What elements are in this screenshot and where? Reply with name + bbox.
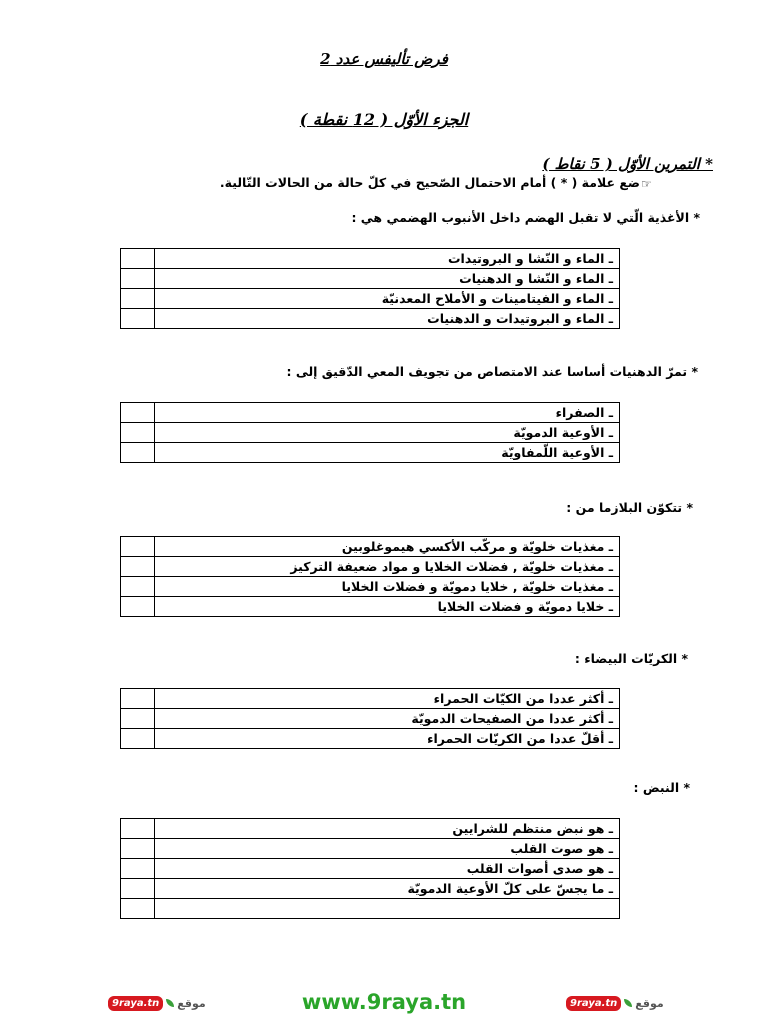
test-title: فرض تأليفس عدد 2: [320, 50, 448, 68]
exercise-title: * التمرين الأوّل ( 5 نقاط ): [542, 155, 713, 173]
option-text: ـ خلايا دمويّة و فضلات الخلايا: [155, 597, 620, 617]
option-text: ـ مغذيات خلويّة , فضلات الخلايا و مواد ضعيفة التركيز: [155, 557, 620, 577]
answer-box[interactable]: [121, 709, 155, 729]
option-text: ـ مغذيات خلويّة , خلايا دمويّة و فضلات الخلايا: [155, 577, 620, 597]
question-1-options: [120, 248, 620, 329]
option-row: [121, 403, 620, 423]
logo-site: موقع: [635, 996, 664, 1010]
option-row: [121, 249, 620, 269]
option-row: [121, 443, 620, 463]
option-text: [155, 899, 620, 919]
option-row: [121, 879, 620, 899]
question-1-prompt: * الأغذية الّتي لا تقبل الهضم داخل الأنبوب الهضمي هي :: [351, 210, 700, 225]
option-row: [121, 537, 620, 557]
option-row: [121, 577, 620, 597]
option-row: [121, 309, 620, 329]
option-text: ـ أكثر عددا من الكيّات الحمراء: [155, 689, 620, 709]
option-text: ـ أكثر عددا من الصفيحات الدمويّة: [155, 709, 620, 729]
option-row: [121, 289, 620, 309]
answer-box[interactable]: [121, 859, 155, 879]
option-row: [121, 729, 620, 749]
option-text: ـ الماء و النّشا و الدهنيات: [155, 269, 620, 289]
option-row: [121, 689, 620, 709]
answer-box[interactable]: [121, 879, 155, 899]
option-text: ـ مغذيات خلويّة و مركّب الأكسي هيموغلوبين: [155, 537, 620, 557]
option-text: ـ هو نبض منتظم للشرايين: [155, 819, 620, 839]
answer-box[interactable]: [121, 423, 155, 443]
option-row: [121, 557, 620, 577]
answer-box[interactable]: [121, 839, 155, 859]
answer-box[interactable]: [121, 899, 155, 919]
answer-box[interactable]: [121, 729, 155, 749]
answer-box[interactable]: [121, 269, 155, 289]
part-title: الجزء الأوّل ( 12 نقطة ): [299, 110, 469, 129]
answer-box[interactable]: [121, 403, 155, 423]
answer-box[interactable]: [121, 289, 155, 309]
answer-box[interactable]: [121, 309, 155, 329]
question-2-options: [120, 402, 620, 463]
exercise-instruction: ضع علامة ( * ) أمام الاحتمال الصّحيح في كلّ حالة من الحالات التّالية.: [219, 175, 640, 190]
answer-box[interactable]: [121, 249, 155, 269]
pointing-hand-icon: ☞: [641, 177, 652, 191]
answer-box[interactable]: [121, 577, 155, 597]
option-row: [121, 709, 620, 729]
logo-brand: 9raya.tn: [108, 996, 163, 1011]
answer-box[interactable]: [121, 819, 155, 839]
question-3-options: [120, 536, 620, 617]
option-row: [121, 423, 620, 443]
question-5-options: [120, 818, 620, 919]
footer-url[interactable]: www.9raya.tn: [301, 990, 467, 1014]
question-4-options: [120, 688, 620, 749]
question-3-prompt: * تتكوّن البلازما من :: [566, 500, 693, 515]
option-text: ـ الماء و الفيتامينات و الأملاح المعدنيّة: [155, 289, 620, 309]
option-row: [121, 597, 620, 617]
option-text: ـ هو صدى أصوات القلب: [155, 859, 620, 879]
option-text: ـ الماء و النّشا و البروتيدات: [155, 249, 620, 269]
option-text: ـ أقلّ عددا من الكريّات الحمراء: [155, 729, 620, 749]
option-row: [121, 819, 620, 839]
footer-logo-right: [566, 992, 664, 1014]
option-text: ـ ما يجسّ على كلّ الأوعية الدمويّة: [155, 879, 620, 899]
option-text: ـ هو صوت القلب: [155, 839, 620, 859]
option-row: [121, 899, 620, 919]
answer-box[interactable]: [121, 537, 155, 557]
answer-box[interactable]: [121, 557, 155, 577]
answer-box[interactable]: [121, 597, 155, 617]
leaf-icon: [624, 999, 632, 1007]
question-4-prompt: * الكريّات البيضاء :: [574, 651, 688, 666]
logo-brand: 9raya.tn: [566, 996, 621, 1011]
answer-box[interactable]: [121, 689, 155, 709]
option-text: ـ الصفراء: [155, 403, 620, 423]
option-text: ـ الأوعية الدمويّة: [155, 423, 620, 443]
question-2-prompt: * تمرّ الدهنيات أساسا عند الامتصاص من تجويف المعي الدّقيق إلى :: [286, 364, 698, 379]
option-text: ـ الأوعية اللّمفاويّة: [155, 443, 620, 463]
answer-box[interactable]: [121, 443, 155, 463]
option-row: [121, 839, 620, 859]
question-5-prompt: * النبض :: [633, 780, 690, 795]
option-row: [121, 269, 620, 289]
option-row: [121, 859, 620, 879]
option-text: ـ الماء و البروتيدات و الدهنيات: [155, 309, 620, 329]
logo-site: موقع: [177, 996, 206, 1010]
